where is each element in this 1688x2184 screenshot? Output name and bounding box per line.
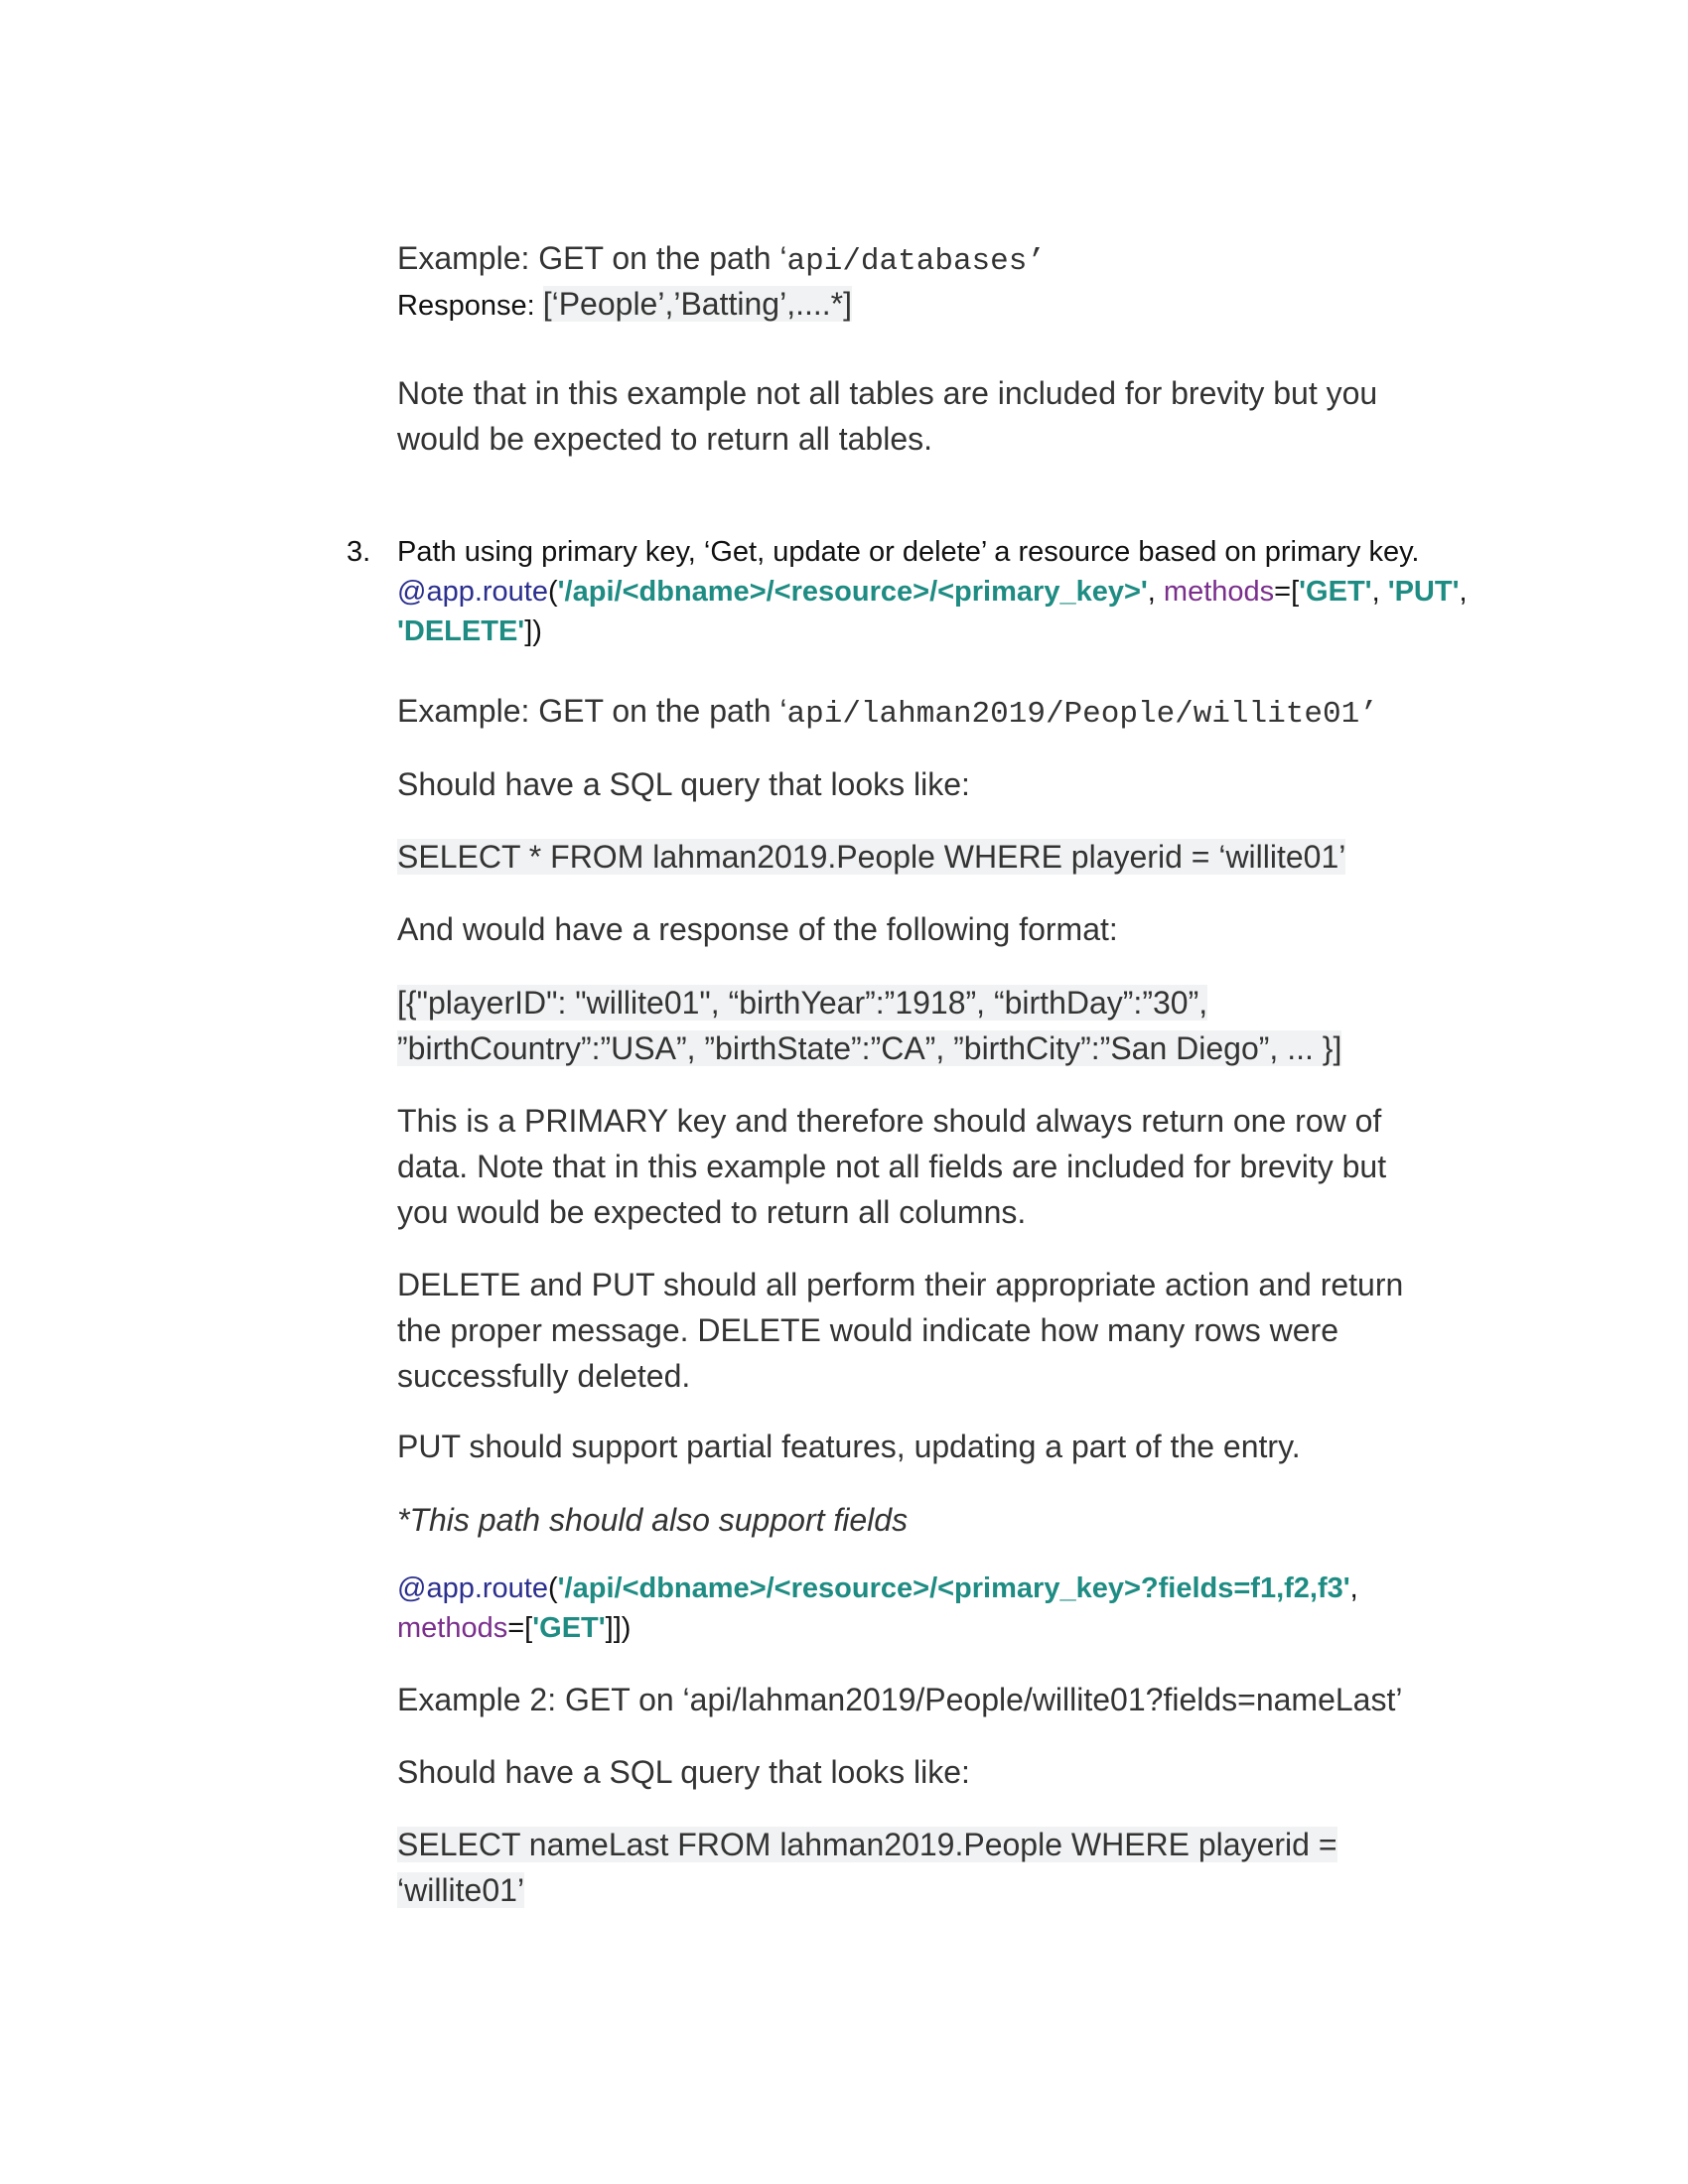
delete-put-paragraph [397,1262,1489,1399]
route-method-get: 'GET' [1299,576,1372,608]
note-line: would be expected to return all tables. [397,421,932,457]
route-method-delete: 'DELETE' [397,615,525,647]
paragraph-line: the proper message. DELETE would indicate how many rows were [397,1312,1338,1348]
response-line: [{"playerID": "willite01", “birthYear”:”1918”, “birthDay”:”30”, [397,985,1208,1021]
response-line: ”birthCountry”:”USA”, ”birthState”:”CA”, ”birthCity”:”San Diego”, ... }] [397,1030,1342,1066]
example-suffix: ’ [1027,244,1046,279]
route-equals: =[ [1274,576,1300,608]
paragraph-line: you would be expected to return all columns. [397,1194,1027,1230]
example-databases [397,235,1489,285]
sql-intro: Should have a SQL query that looks like: [397,766,970,802]
route-decorator: @app.route [397,576,548,608]
paragraph-line: DELETE and PUT should all perform their appropriate action and return [397,1267,1404,1302]
sql2-intro: Should have a SQL query that looks like: [397,1754,970,1790]
sql2-query [397,1822,1489,1913]
example-suffix: ’ [1359,697,1378,732]
note-line: Note that in this example not all tables are included for brevity but you [397,375,1378,411]
route-close: ]) [524,615,542,647]
sql-text: SELECT * FROM lahman2019.People WHERE playerid = ‘willite01’ [397,839,1346,875]
example-prefix: Example: GET on the path ‘ [397,693,787,729]
route-paren: ( [547,576,558,608]
example-prefix: Example: GET on the path ‘ [397,240,787,276]
put-partial: PUT should support partial features, updating a part of the entry. [397,1429,1301,1464]
primary-key-paragraph [397,1098,1489,1235]
route-fields-cont [397,1608,1489,1648]
sql-query [397,834,1489,880]
route-comma: , [1147,576,1164,608]
example-path: api/lahman2019/People/willite01 [786,697,1360,732]
example-people [397,688,1489,738]
paragraph-line: This is a PRIMARY key and therefore should always return one row of [397,1103,1382,1139]
example-2: Example 2: GET on ‘api/lahman2019/People/willite01?fields=nameLast’ [397,1682,1403,1717]
route-decorator: @app.route [397,1572,548,1604]
route-primary-key-cont [397,612,1489,651]
route-paren: ( [547,1572,558,1604]
route-method-get: 'GET' [532,1612,606,1644]
route-sep: , [1371,576,1388,608]
note-paragraph [397,370,1489,462]
fields-note: *This path should also support fields [397,1502,909,1538]
route-sep: , [1459,576,1468,608]
route-path: '/api/<dbname>/<resource>/<primary_key>' [557,576,1148,608]
route-comma: , [1349,1572,1358,1604]
route-primary-key [397,572,1489,612]
route-equals: =[ [507,1612,533,1644]
response-databases [397,281,1489,329]
response-prefix: Response: [397,290,543,322]
response-format [397,980,1489,1071]
route-close: ]]) [605,1612,632,1644]
response-intro: And would have a response of the following format: [397,911,1118,947]
item3-heading: Path using primary key, ‘Get, update or delete’ a resource based on primary key. [397,536,1420,568]
route-methods-keyword: methods [397,1612,508,1644]
paragraph-line: data. Note that in this example not all fields are included for brevity but [397,1149,1387,1184]
sql-text: SELECT nameLast FROM lahman2019.People WHERE playerid = [397,1827,1337,1862]
route-methods-keyword: methods [1163,576,1275,608]
paragraph-line: successfully deleted. [397,1358,691,1394]
sql-text: ‘willite01’ [397,1872,525,1908]
response-value: [‘People’,’Batting’,....*] [542,286,852,322]
route-path: '/api/<dbname>/<resource>/<primary_key>?fields=f1,f2,f3' [557,1572,1350,1604]
list-number: 3. [347,536,371,568]
example-path: api/databases [786,244,1028,279]
route-method-put: 'PUT' [1387,576,1460,608]
route-fields [397,1569,1489,1608]
